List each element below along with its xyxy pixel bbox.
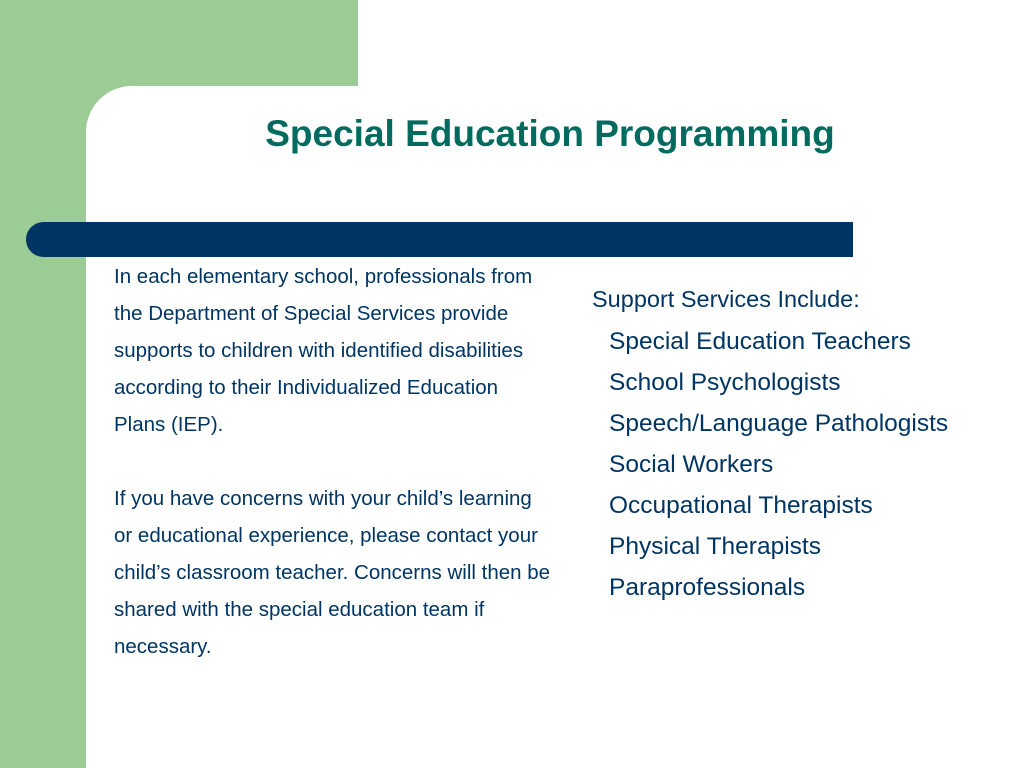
service-item-physical-therapists: Physical Therapists	[609, 533, 821, 560]
left-column	[114, 258, 554, 665]
title-divider-bar	[26, 222, 853, 257]
intro-paragraph: In each elementary school, professionals from the Department of Special Services provide supports to children with identified disabilities according to their Individualized Education Plans (IEP).	[114, 265, 533, 436]
service-item-paraprofessionals: Paraprofessionals	[609, 574, 806, 601]
service-item-special-education-teachers: Special Education Teachers	[609, 328, 911, 355]
paragraph-spacer	[114, 443, 554, 480]
service-item-occupational-therapists: Occupational Therapists	[609, 492, 873, 519]
slide-title: Special Education Programming	[265, 113, 835, 154]
right-column	[592, 282, 1012, 612]
services-list	[592, 325, 1012, 605]
services-heading: Support Services Include:	[592, 286, 860, 312]
service-item-school-psychologists: School Psychologists	[609, 369, 841, 396]
concerns-paragraph: If you have concerns with your child’s learning or educational experience, please contact your child’s classroom teacher. Concerns will then be shared with the special education team if necessary.	[114, 487, 551, 658]
service-item-social-workers: Social Workers	[609, 451, 774, 478]
service-item-speech-language-pathologists: Speech/Language Pathologists	[609, 410, 949, 437]
